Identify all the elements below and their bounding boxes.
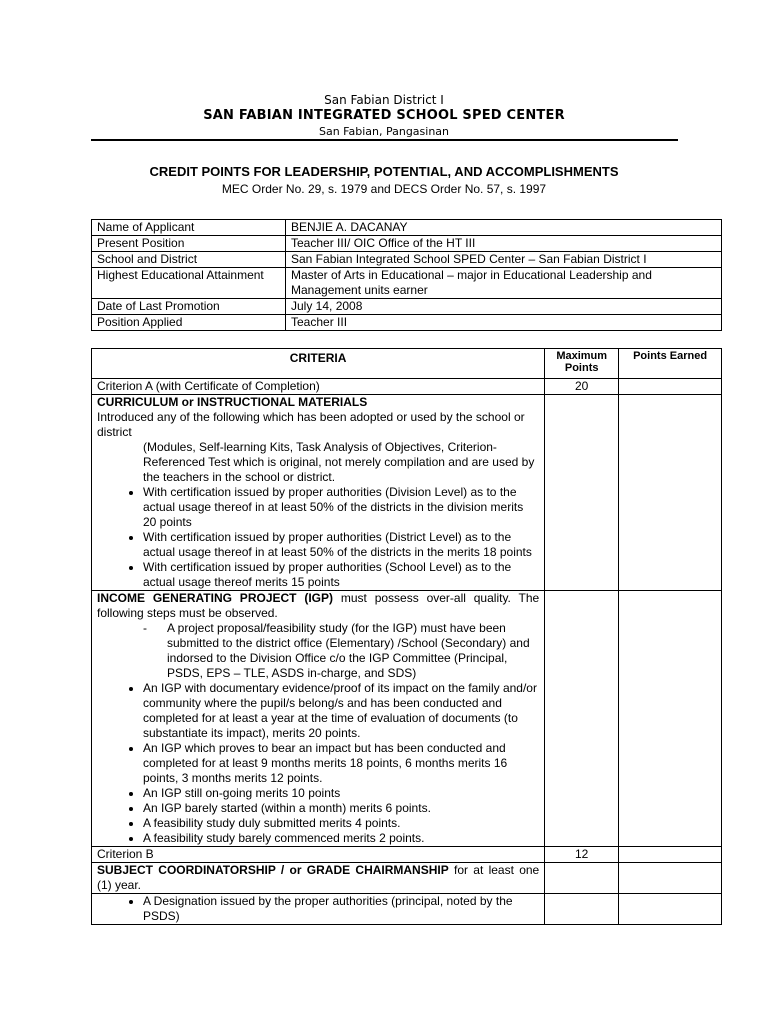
- designation-criteria-cell: [92, 894, 545, 925]
- table-row: [92, 395, 722, 591]
- name-label: Name of Applicant: [92, 220, 286, 236]
- header-rule: [91, 139, 678, 141]
- curriculum-max-points: [545, 395, 619, 591]
- table-row: [92, 315, 722, 331]
- list-item: • With certification issued by proper authorities (School Level) as to the actual usage thereof merits 15 points: [143, 560, 539, 590]
- present-position: Teacher III/ OIC Office of the HT III: [286, 236, 722, 252]
- curriculum-points-earned: [619, 395, 722, 591]
- criterion-a-max-points: 20: [545, 379, 619, 395]
- igp-dash-text: A project proposal/feasibility study (for the IGP) must have been submitted to the district office (Elementary) /School (Secondary) and indorsed to the Division Office c/o the IGP Committee (Principal, PSDS, EPS – TLE, ASDS in-charge, and SDS): [167, 621, 530, 680]
- curriculum-bullet-list: [97, 485, 539, 590]
- coordinatorship-heading: SUBJECT COORDINATORSHIP / or GRADE CHAIRMANSHIP: [97, 863, 449, 877]
- points-earned-column-header: Points Earned: [619, 349, 722, 379]
- education-label: Highest Educational Attainment: [92, 268, 286, 299]
- coordinatorship-max-points: [545, 863, 619, 894]
- curriculum-heading: CURRICULUM or INSTRUCTIONAL MATERIALS: [97, 395, 368, 409]
- promotion-label: Date of Last Promotion: [92, 299, 286, 315]
- district-name: San Fabian District I: [324, 93, 444, 107]
- coordinatorship-criteria-cell: [92, 863, 545, 894]
- table-row: [92, 894, 722, 925]
- igp-intro: must possess over-all quality. The following steps must be observed.: [97, 591, 540, 620]
- list-item: • An IGP barely started (within a month) merits 6 points.: [143, 801, 539, 816]
- school-name: SAN FABIAN INTEGRATED SCHOOL SPED CENTER: [203, 108, 565, 123]
- position-applied: Teacher III: [286, 315, 722, 331]
- dash-marker: -: [143, 621, 147, 635]
- applicant-name: BENJIE A. DACANAY: [286, 220, 722, 236]
- coordinatorship-points-earned: [619, 863, 722, 894]
- table-row: [92, 847, 722, 863]
- max-points-column-header: Maximum Points: [545, 349, 619, 379]
- igp-dash-item: [97, 621, 539, 681]
- list-item: • An IGP still on-going merits 10 points: [143, 786, 539, 801]
- list-item: • A feasibility study barely commenced merits 2 points.: [143, 831, 539, 846]
- table-row: [92, 863, 722, 894]
- document-title: CREDIT POINTS FOR LEADERSHIP, POTENTIAL, AND ACCOMPLISHMENTS: [149, 164, 619, 179]
- criteria-table: [91, 348, 722, 925]
- curriculum-intro: Introduced any of the following which has been adopted or used by the school or district: [97, 410, 525, 439]
- igp-max-points: [545, 591, 619, 847]
- criterion-a-label: Criterion A (with Certificate of Completion): [92, 379, 545, 395]
- position-label: Present Position: [92, 236, 286, 252]
- table-row: [92, 591, 722, 847]
- igp-points-earned: [619, 591, 722, 847]
- list-item: • With certification issued by proper authorities (Division Level) as to the actual usage thereof in at least 50% of the districts in the division merits 20 points: [143, 485, 539, 530]
- criterion-b-points-earned: [619, 847, 722, 863]
- school-and-district: San Fabian Integrated School SPED Center – San Fabian District I: [286, 252, 722, 268]
- coordinatorship-intro: for at least one (1) year.: [97, 863, 540, 892]
- list-item: • An IGP with documentary evidence/proof of its impact on the family and/or community where the pupil/s belong/s and has been conducted and completed for at least a year at the time of evaluation of documents (to substantiate its impact), merits 20 points.: [143, 681, 539, 741]
- criterion-a-points-earned: [619, 379, 722, 395]
- table-row: [92, 299, 722, 315]
- applicant-info-table: [91, 219, 722, 331]
- table-row: [92, 220, 722, 236]
- curriculum-criteria-cell: [92, 395, 545, 591]
- table-row: [92, 268, 722, 299]
- list-item: • A feasibility study duly submitted merits 4 points.: [143, 816, 539, 831]
- igp-heading: INCOME GENERATING PROJECT (IGP): [97, 591, 333, 605]
- criterion-b-max-points: 12: [545, 847, 619, 863]
- designation-max-points: [545, 894, 619, 925]
- list-item: • With certification issued by proper authorities (District Level) as to the actual usage thereof in at least 50% of the districts in the merits 18 points: [143, 530, 539, 560]
- igp-criteria-cell: [92, 591, 545, 847]
- school-label: School and District: [92, 252, 286, 268]
- school-location: San Fabian, Pangasinan: [318, 125, 450, 138]
- document-subtitle: MEC Order No. 29, s. 1979 and DECS Order No. 57, s. 1997: [221, 182, 547, 196]
- curriculum-note: (Modules, Self-learning Kits, Task Analysis of Objectives, Criterion-Referenced Test which is original, not merely compilation and are used by the teachers in the school or district.: [143, 440, 535, 484]
- criteria-column-header: CRITERIA: [92, 349, 545, 379]
- educational-attainment: Master of Arts in Educational – major in Educational Leadership and Management units earner: [286, 268, 722, 299]
- designation-bullet-list: [97, 894, 539, 924]
- list-item: • A Designation issued by the proper authorities (principal, noted by the PSDS): [143, 894, 539, 924]
- applied-label: Position Applied: [92, 315, 286, 331]
- table-row: [92, 236, 722, 252]
- igp-bullet-list: [97, 681, 539, 846]
- criterion-b-label: Criterion B: [92, 847, 545, 863]
- table-row: [92, 379, 722, 395]
- table-row: [92, 252, 722, 268]
- last-promotion-date: July 14, 2008: [286, 299, 722, 315]
- table-header-row: [92, 349, 722, 379]
- designation-points-earned: [619, 894, 722, 925]
- list-item: • An IGP which proves to bear an impact but has been conducted and completed for at least 9 months merits 18 points, 6 months merits 16 points, 3 months merits 12 points.: [143, 741, 539, 786]
